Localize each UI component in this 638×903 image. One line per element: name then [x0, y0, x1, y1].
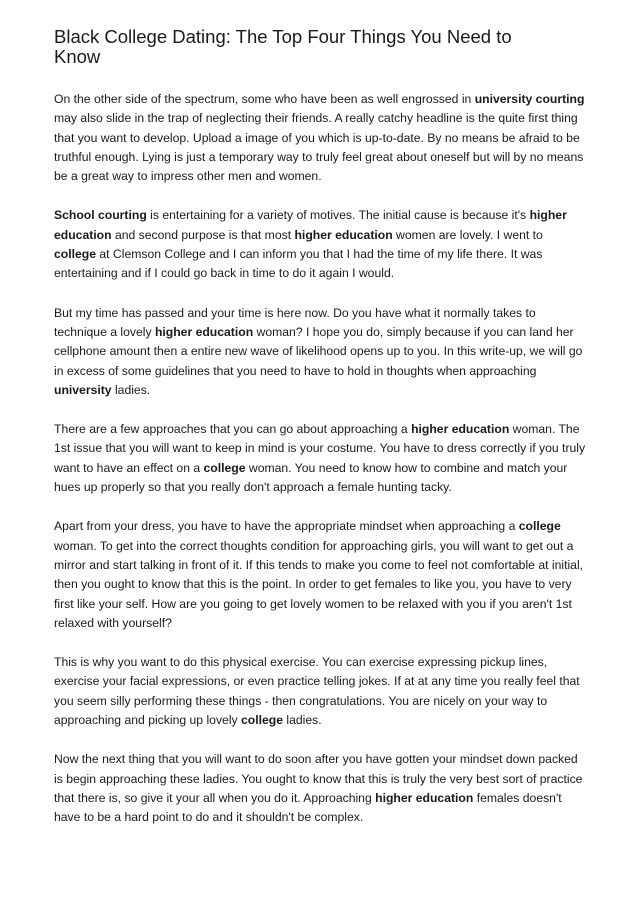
text-run: woman? I hope you do, simply because if you can land her cellphone amount then a entire new wave of likelihood opens up to you. In this write-up, we will go in excess of some guidelines that you need to have to hold in thoughts when approaching	[54, 324, 583, 378]
paragraph	[54, 653, 586, 730]
text-run: There are a few approaches that you can go about approaching a	[54, 422, 412, 437]
document-page	[54, 27, 586, 828]
keyword-bold: higher education	[411, 422, 510, 437]
text-run: This is why you want to do this physical exercise. You can exercise expressing pickup lines, exercise your facial expressions, or even practice telling jokes. If at at any time you really feel that you seem silly performing these things - then congratulations. You are nicely on your way to approaching and picking up lovely	[54, 655, 580, 728]
keyword-bold: higher education	[54, 208, 567, 242]
keyword-bold: college	[54, 247, 96, 262]
text-run: and second purpose is that most	[111, 227, 295, 242]
paragraph	[54, 304, 586, 400]
text-run: woman. The 1st issue that you will want to keep in mind is your costume. You have to dress correctly if you truly want to have an effect on a	[54, 422, 586, 475]
text-run: may also slide in the trap of neglecting their friends. A really catchy headline is the quite first thing that you want to develop. Upload a image of you which is up-to-date. By no means be afraid to be truthful enough. Lying is just a temporary way to truly feel great about oneself but will by no means be a great way to impress other men and women.	[54, 111, 584, 184]
text-run: at Clemson College and I can inform you that I had the time of my life there. It was entertaining and if I could go back in time to do it again I would.	[54, 247, 543, 281]
paragraph	[54, 750, 586, 827]
keyword-bold: higher education	[294, 227, 393, 242]
text-run: females doesn't have to be a hard point to do and it shouldn't be complex.	[54, 790, 562, 825]
keyword-bold: higher education	[375, 790, 474, 805]
text-run: woman. You need to know how to combine and match your hues up properly so that you really don't approach a female hunting tacky.	[54, 460, 568, 495]
paragraph	[54, 90, 586, 186]
keyword-bold: university	[54, 382, 112, 397]
text-run: is entertaining for a variety of motives. The initial cause is because it's	[146, 208, 530, 223]
text-run: ladies.	[111, 382, 151, 397]
document-title: Black College Dating: The Top Four Things You Need to Know	[54, 26, 512, 67]
text-run: Apart from your dress, you have to have the appropriate mindset when approaching a	[54, 519, 519, 534]
article-body	[54, 90, 586, 828]
paragraph	[54, 420, 586, 497]
text-run: Now the next thing that you will want to do soon after you have gotten your mindset down packed is begin approaching these ladies. You ought to know that this is truly the very best sort of practice that there is, so give it your all when you do it. Approaching	[54, 752, 583, 805]
text-run: But my time has passed and your time is here now. Do you have what it normally takes to technique a lovely	[54, 305, 536, 339]
keyword-bold: higher education	[154, 324, 254, 339]
keyword-bold: college	[518, 519, 561, 534]
paragraph	[54, 206, 586, 283]
keyword-bold: college	[203, 460, 246, 475]
text-run: woman. To get into the correct thoughts condition for approaching girls, you will want to get out a mirror and start talking in front of it. If this tends to make you come to feel not comfortable at initial, then you ought to know that this is the point. In order to get females to like you, you have to very first like your self. How are you going to get lovely women to be relaxed with you if you aren't 1st relaxed with yourself?	[54, 538, 584, 630]
paragraph	[54, 517, 586, 633]
text-run: ladies.	[283, 713, 322, 728]
keyword-bold: college	[241, 713, 284, 728]
text-run: women are lovely. I went to	[392, 227, 543, 242]
keyword-bold: university courting	[474, 92, 585, 106]
text-run: On the other side of the spectrum, some who have been as well engrossed in	[54, 92, 475, 106]
keyword-bold: School courting	[54, 208, 147, 223]
